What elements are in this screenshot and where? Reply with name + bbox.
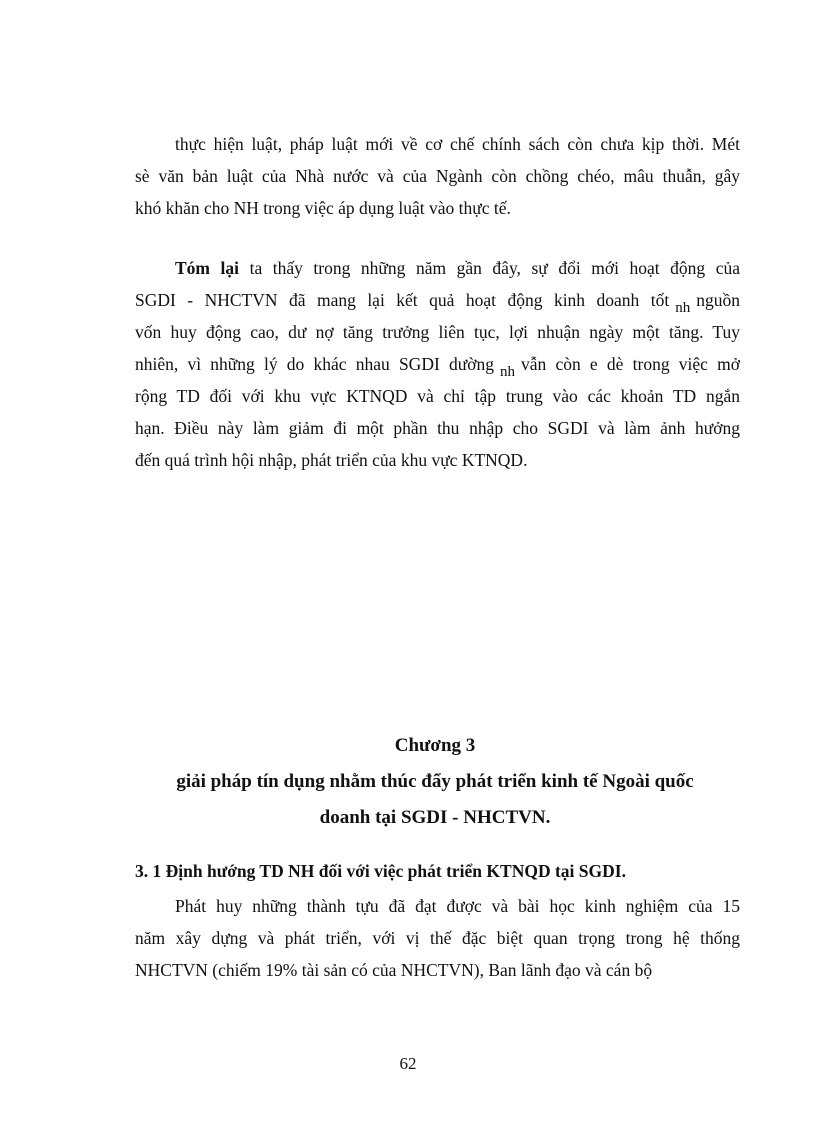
inline-subscript: nh (499, 364, 515, 380)
paragraph-line: rộng TD đối với khu vực KTNQD và chỉ tập trung vào các khoản TD ngắn (135, 386, 740, 406)
paragraph-line: Phát huy những thành tựu đã đạt được và bài học kinh nghiệm của 15 (175, 896, 740, 916)
paragraph-line (135, 348, 740, 380)
paragraph-line (135, 284, 740, 316)
section-heading: 3. 1 Định hướng TD NH đối với việc phát triển KTNQD tại SGDI. (135, 861, 626, 881)
summary-line2-text: SGDI - NHCTVN đã mang lại kết quả hoạt động kinh doanh tốt (135, 290, 670, 310)
summary-line2-tail: nguồn (696, 290, 740, 310)
paragraph-legal-issues (135, 128, 740, 224)
paragraph-line: sè văn bản luật của Nhà nước và của Ngành còn chồng chéo, mâu thuẫn, gây (135, 166, 740, 186)
summary-line1-text: ta thấy trong những năm gần đây, sự đổi mới hoạt động của (239, 258, 740, 278)
paragraph-line: năm xây dựng và phát triển, với vị thế đặc biệt quan trọng trong hệ thống (135, 928, 740, 948)
paragraph-line: thực hiện luật, pháp luật mới về cơ chế chính sách còn chưa kịp thời. Mét (175, 134, 740, 154)
chapter-title-line: giải pháp tín dụng nhằm thúc đẩy phát triển kinh tế Ngoài quốc (176, 771, 694, 792)
chapter-heading (120, 728, 750, 836)
summary-lead: Tóm lại (175, 258, 240, 278)
paragraph-line: đến quá trình hội nhập, phát triển của khu vực KTNQD. (135, 450, 528, 470)
chapter-title-line: doanh tại SGDI - NHCTVN. (319, 807, 551, 828)
chapter-number: Chương 3 (394, 735, 476, 756)
summary-line4-text: nhiên, vì những lý do khác nhau SGDI dường (135, 354, 494, 374)
paragraph-line: khó khăn cho NH trong việc áp dụng luật vào thực tế. (135, 198, 511, 218)
paragraph-line (135, 252, 740, 284)
paragraph-line: NHCTVN (chiếm 19% tài sản có của NHCTVN), Ban lãnh đạo và cán bộ (135, 960, 653, 980)
inline-subscript: nh (675, 300, 691, 316)
paragraph-section-intro (135, 890, 740, 986)
summary-line4-tail: vẫn còn e dè trong việc mở (520, 354, 740, 374)
paragraph-line: vốn huy động cao, dư nợ tăng trưởng liên tục, lợi nhuận ngày một tăng. Tuy (135, 322, 740, 342)
paragraph-summary (135, 252, 740, 476)
paragraph-line: hạn. Điều này làm giảm đi một phần thu nhập cho SGDI và làm ảnh hưởng (135, 418, 740, 438)
page-number: 62 (399, 1054, 417, 1073)
